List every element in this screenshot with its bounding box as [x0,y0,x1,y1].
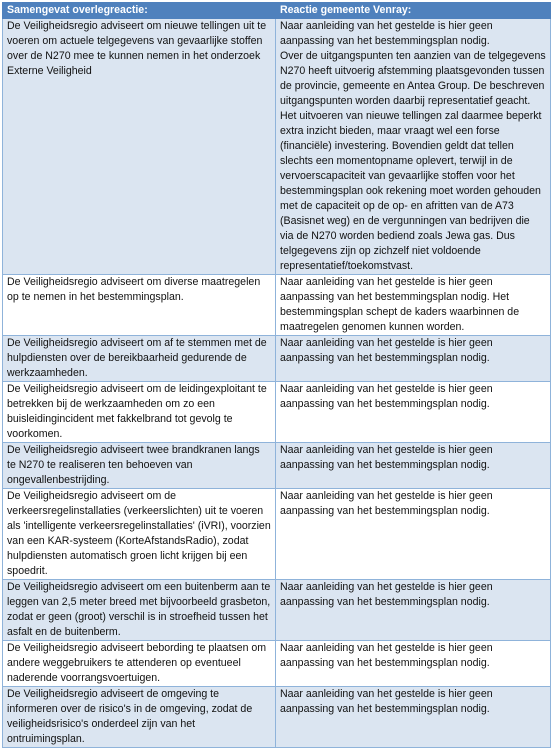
summary-cell: De Veiligheidsregio adviseert om diverse maatregelen op te nemen in het bestemmingsplan. [3,275,276,336]
table-row [3,443,551,489]
response-table [2,2,551,748]
response-cell: Naar aanleiding van het gestelde is hier geen aanpassing van het bestemmingsplan nodig. [276,687,551,748]
table-row [3,580,551,641]
summary-cell: De Veiligheidsregio adviseert om af te stemmen met de hulpdiensten over de bereikbaarheid gedurende de werkzaamheden. [3,336,276,382]
summary-cell: De Veiligheidsregio adviseert om een buitenberm aan te leggen van 2,5 meter breed met bijvoorbeeld grasbeton, zodat er geen (groot) verschil is in stroefheid tussen het asfalt en de buitenberm. [3,580,276,641]
response-cell: Naar aanleiding van het gestelde is hier geen aanpassing van het bestemmingsplan nodig. Het bestemmingsplan schept de kaders waarbinnen de maatregelen genomen kunnen worden. [276,275,551,336]
header-summary: Samengevat overlegreactie: [3,3,276,19]
summary-cell: De Veiligheidsregio adviseert de omgeving te informeren over de risico's in de omgeving, zodat de veiligheidsrisico's onderdeel zijn van het ontruimingsplan. [3,687,276,748]
table-row [3,19,551,275]
response-cell: Naar aanleiding van het gestelde is hier geen aanpassing van het bestemmingsplan nodig. [276,336,551,382]
header-response: Reactie gemeente Venray: [276,3,551,19]
table-row [3,641,551,687]
response-cell: Naar aanleiding van het gestelde is hier geen aanpassing van het bestemmingsplan nodig. [276,641,551,687]
table-row [3,687,551,748]
summary-cell: De Veiligheidsregio adviseert twee brandkranen langs te N270 te realiseren ten behoeven van ongevallenbestrijding. [3,443,276,489]
response-cell [276,19,551,275]
table-row [3,382,551,443]
response-cell: Naar aanleiding van het gestelde is hier geen aanpassing van het bestemmingsplan nodig. [276,443,551,489]
response-cell: Naar aanleiding van het gestelde is hier geen aanpassing van het bestemmingsplan nodig. [276,580,551,641]
header-row [3,3,551,19]
summary-cell: De Veiligheidsregio adviseert om de verkeersregelinstallaties (verkeerslichten) uit te voeren als 'intelligente verkeersregelinstallaties' (iVRI), voorzien van een KAR-systeem (KorteAfstandsRadio), zodat hulpdiensten automatisch groen licht krijgen bij een spoedrit. [3,489,276,580]
table-row [3,489,551,580]
table-row [3,275,551,336]
summary-cell: De Veiligheidsregio adviseert om nieuwe tellingen uit te voeren om actuele telgegevens van gevaarlijke stoffen over de N270 mee te kunnen nemen in het onderzoek Externe Veiligheid [3,19,276,275]
response-paragraph: Over de uitgangspunten ten aanzien van de telgegevens N270 heeft uitvoerig afstemming plaatsgevonden tussen de provincie, gemeente en Antea Group. De beschreven uitgangspunten worden daarbij representatief geacht. Het uitvoeren van nieuwe tellingen zal daarmee beperkt extra inzicht bieden, maar vraagt wel een forse (financiële) investering. Bovendien geldt dat tellen slechts een momentopname oplevert, terwijl in de vervoerscapaciteit van gevaarlijke stoffen voor het bestemmingsplan ook rekening moet worden gehouden met de capaciteit op de op- en afritten van de A73 (Basisnet weg) en de vergunningen van bedrijven die via de N270 worden bediend zoals Jewa gas. Dus telgegevens zijn op zichzelf niet voldoende representatief/toekomstvast. [280,50,546,272]
table-row [3,336,551,382]
summary-cell: De Veiligheidsregio adviseert om de leidingexploitant te betrekken bij de werkzaamheden om zo een buisleidingincident met fakkelbrand tot gevolg te voorkomen. [3,382,276,443]
response-paragraph: Naar aanleiding van het gestelde is hier geen aanpassing van het bestemmingsplan nodig. [280,20,493,47]
response-cell: Naar aanleiding van het gestelde is hier geen aanpassing van het bestemmingsplan nodig. [276,489,551,580]
response-cell: Naar aanleiding van het gestelde is hier geen aanpassing van het bestemmingsplan nodig. [276,382,551,443]
summary-cell: De Veiligheidsregio adviseert bebording te plaatsen om andere weggebruikers te attenderen op eventueel naderende voorrangsvoertuigen. [3,641,276,687]
